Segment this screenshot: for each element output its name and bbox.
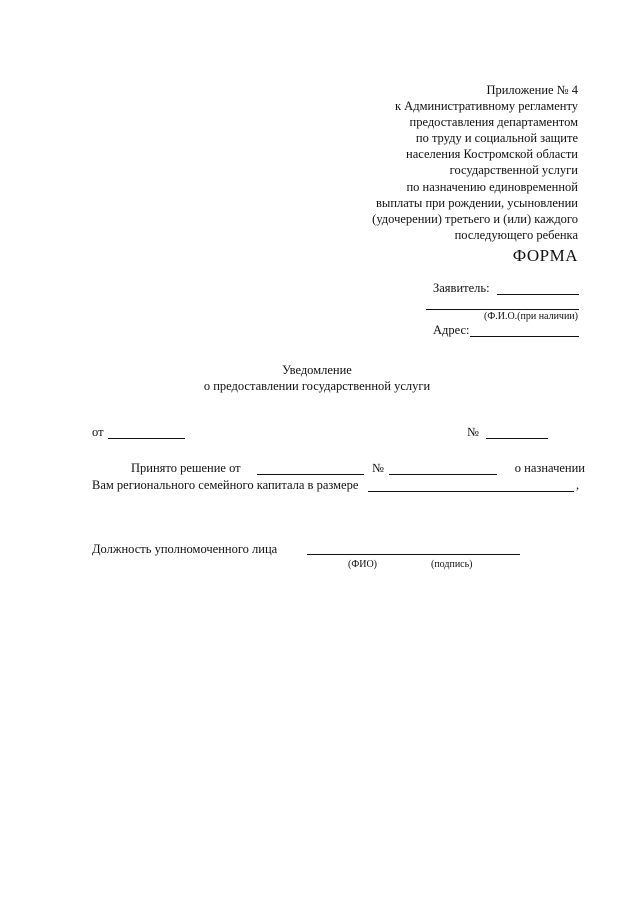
capital-amount-comma: , [576,478,580,492]
date-field-line[interactable] [108,438,185,439]
capital-amount-text: Вам регионального семейного капитала в размере [92,478,359,492]
address-field-line[interactable] [470,336,579,337]
appendix-line: государственной услуги [449,163,578,178]
applicant-name-line[interactable] [426,309,579,310]
signature-line[interactable] [307,554,520,555]
decision-date-line[interactable] [257,474,364,475]
applicant-field-line[interactable] [497,294,579,295]
address-label: Адрес: [433,323,470,337]
appendix-line: по назначению единовременной [406,179,578,194]
decision-text-start: Принято решение от [131,461,241,475]
appendix-line: (удочерении) третьего и (или) каждого [372,211,578,226]
appendix-line: предоставления департаментом [409,115,578,130]
notice-title: Уведомление [282,363,352,377]
appendix-line: выплаты при рождении, усыновлении [376,195,578,210]
appendix-line: последующего ребенка [454,227,578,242]
signature-caption: (подпись) [431,559,473,570]
fio-caption: (ФИО) [348,559,378,570]
decision-number-label: № [372,461,384,475]
appendix-header [372,82,578,243]
decision-number-line[interactable] [389,474,497,475]
appendix-line: населения Костромской области [406,147,578,162]
number-label: № [467,425,479,439]
decision-text-end: о назначении [514,461,585,475]
applicant-name-caption: (Ф.И.О.(при наличии) [484,311,578,322]
notice-subtitle: о предоставлении государственной услуги [203,379,431,393]
form-label: ФОРМА [512,246,578,265]
appendix-line: к Административному регламенту [394,99,578,114]
date-label: от [92,425,104,439]
applicant-label: Заявитель: [433,281,490,295]
official-position-label: Должность уполномоченного лица [92,542,278,556]
capital-amount-line[interactable] [368,491,574,492]
number-field-line[interactable] [486,438,548,439]
appendix-line: по труду и социальной защите [415,131,578,146]
appendix-line: Приложение № 4 [486,83,578,97]
